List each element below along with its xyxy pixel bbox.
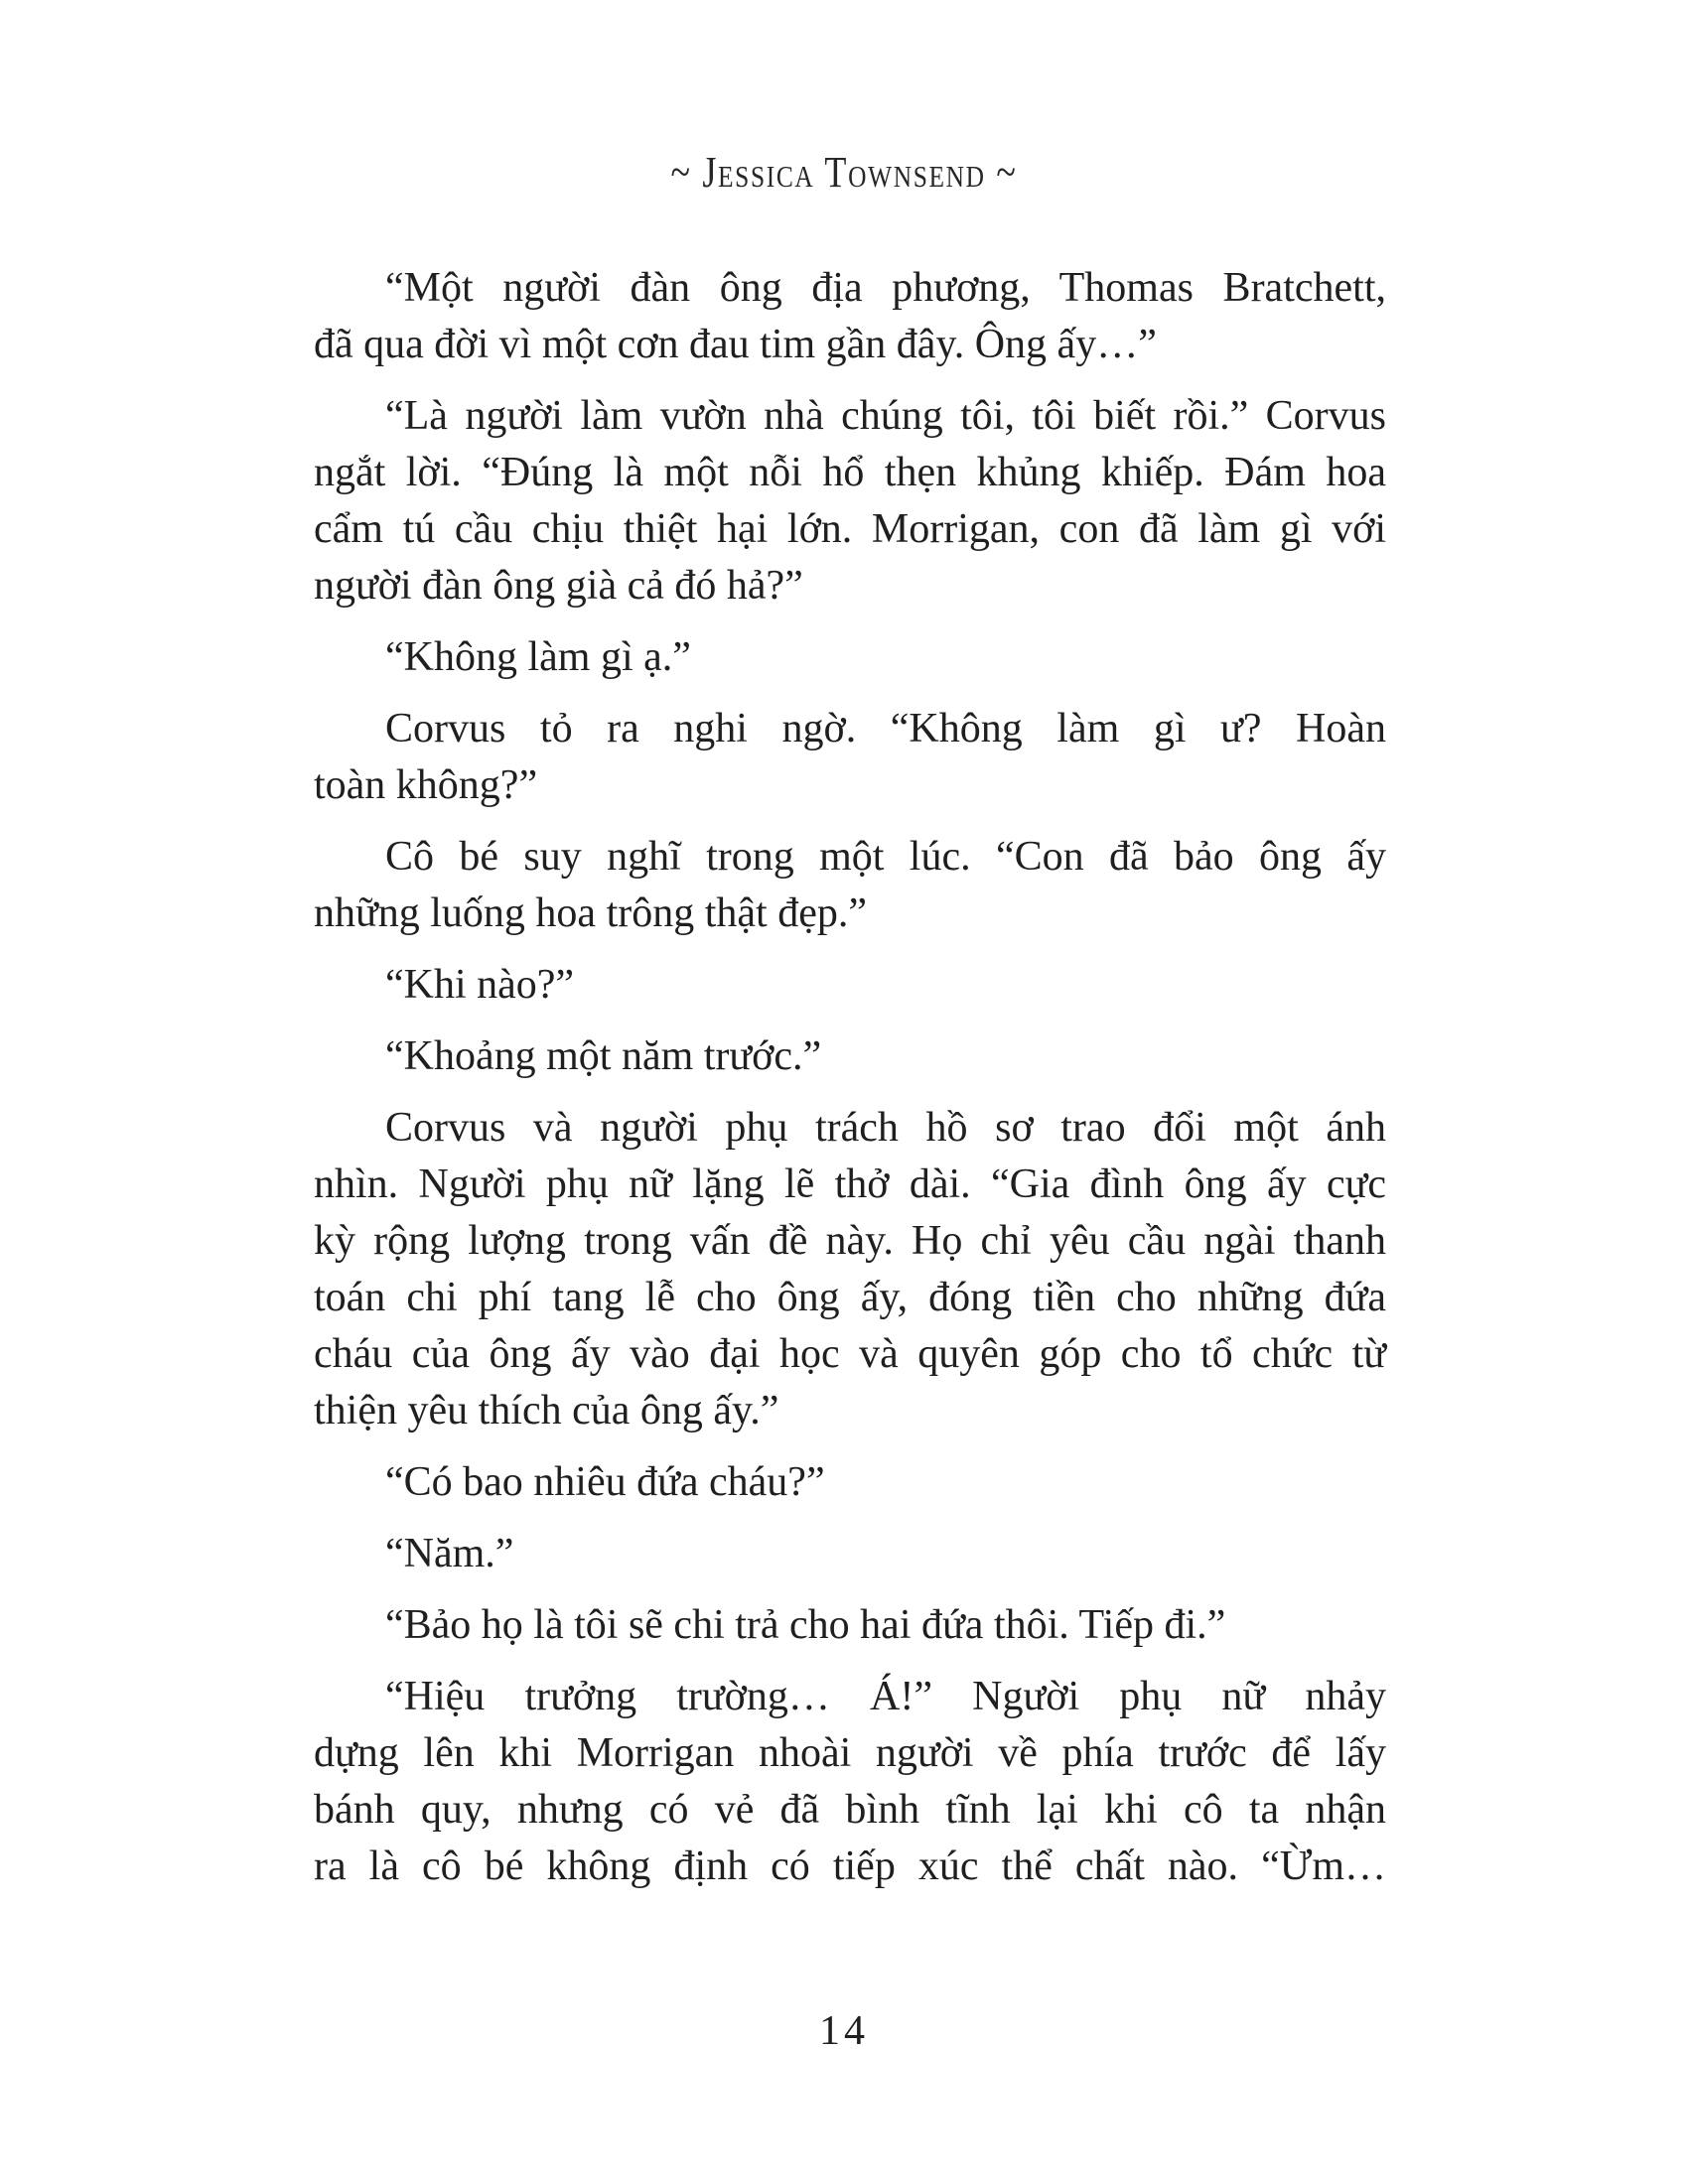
text-line: cháu của ông ấy vào đại học và quyên góp cho tổ chức từ	[314, 1331, 1386, 1377]
text-line: “Năm.”	[385, 1531, 514, 1576]
page-number: 14	[819, 2008, 869, 2054]
text-line: Cô bé suy nghĩ trong một lúc. “Con đã bảo ông ấy	[385, 834, 1386, 880]
text-line: dựng lên khi Morrigan nhoài người về phía trước để lấy	[314, 1730, 1386, 1776]
text-line: người đàn ông già cả đó hả?”	[314, 563, 803, 609]
paragraph	[314, 957, 1386, 1014]
text-line: toán chi phí tang lễ cho ông ấy, đóng tiền cho những đứa	[314, 1275, 1386, 1320]
paragraph	[314, 1454, 1386, 1511]
paragraph	[314, 388, 1386, 614]
text-line: kỳ rộng lượng trong vấn đề này. Họ chỉ yêu cầu ngài thanh	[314, 1218, 1386, 1264]
text-line: thiện yêu thích của ông ấy.”	[314, 1388, 779, 1433]
text-line: đã qua đời vì một cơn đau tim gần đây. Ông ấy…”	[314, 322, 1157, 367]
paragraph	[314, 1597, 1386, 1654]
text-line: cẩm tú cầu chịu thiệt hại lớn. Morrigan, con đã làm gì với	[314, 506, 1386, 552]
paragraph	[314, 701, 1386, 814]
text-line: toàn không?”	[314, 762, 538, 808]
paragraph	[314, 1669, 1386, 1895]
paragraph	[314, 1028, 1386, 1085]
text-line: Corvus và người phụ trách hồ sơ trao đổi một ánh	[385, 1105, 1386, 1151]
paragraph	[314, 260, 1386, 373]
text-line: ra là cô bé không định có tiếp xúc thể chất nào. “Ừm…	[314, 1843, 1386, 1889]
text-line: “Có bao nhiêu đứa cháu?”	[385, 1459, 825, 1505]
text-line: “Không làm gì ạ.”	[385, 634, 691, 680]
text-line: những luống hoa trông thật đẹp.”	[314, 890, 867, 936]
text-line: “Là người làm vườn nhà chúng tôi, tôi biết rồi.” Corvus	[385, 393, 1386, 439]
text-line: nhìn. Người phụ nữ lặng lẽ thở dài. “Gia đình ông ấy cực	[314, 1161, 1386, 1207]
text-line: “Khoảng một năm trước.”	[385, 1033, 822, 1079]
text-line: “Bảo họ là tôi sẽ chi trả cho hai đứa thôi. Tiếp đi.”	[385, 1602, 1226, 1648]
text-line: “Hiệu trưởng trường… Á!” Người phụ nữ nhảy	[385, 1674, 1386, 1719]
text-line: “Một người đàn ông địa phương, Thomas Bratchett,	[385, 265, 1386, 311]
text-line: bánh quy, nhưng có vẻ đã bình tĩnh lại khi cô ta nhận	[314, 1787, 1386, 1833]
paragraph	[314, 829, 1386, 942]
text-line: Corvus tỏ ra nghi ngờ. “Không làm gì ư? Hoàn	[385, 706, 1386, 751]
running-header: ~ Jessica Townsend ~	[670, 148, 1018, 197]
text-line: ngắt lời. “Đúng là một nỗi hổ thẹn khủng khiếp. Đám hoa	[314, 450, 1386, 495]
text-line: “Khi nào?”	[385, 962, 575, 1008]
paragraph	[314, 1100, 1386, 1439]
body-text	[314, 260, 1386, 1895]
paragraph	[314, 1526, 1386, 1582]
paragraph	[314, 629, 1386, 686]
